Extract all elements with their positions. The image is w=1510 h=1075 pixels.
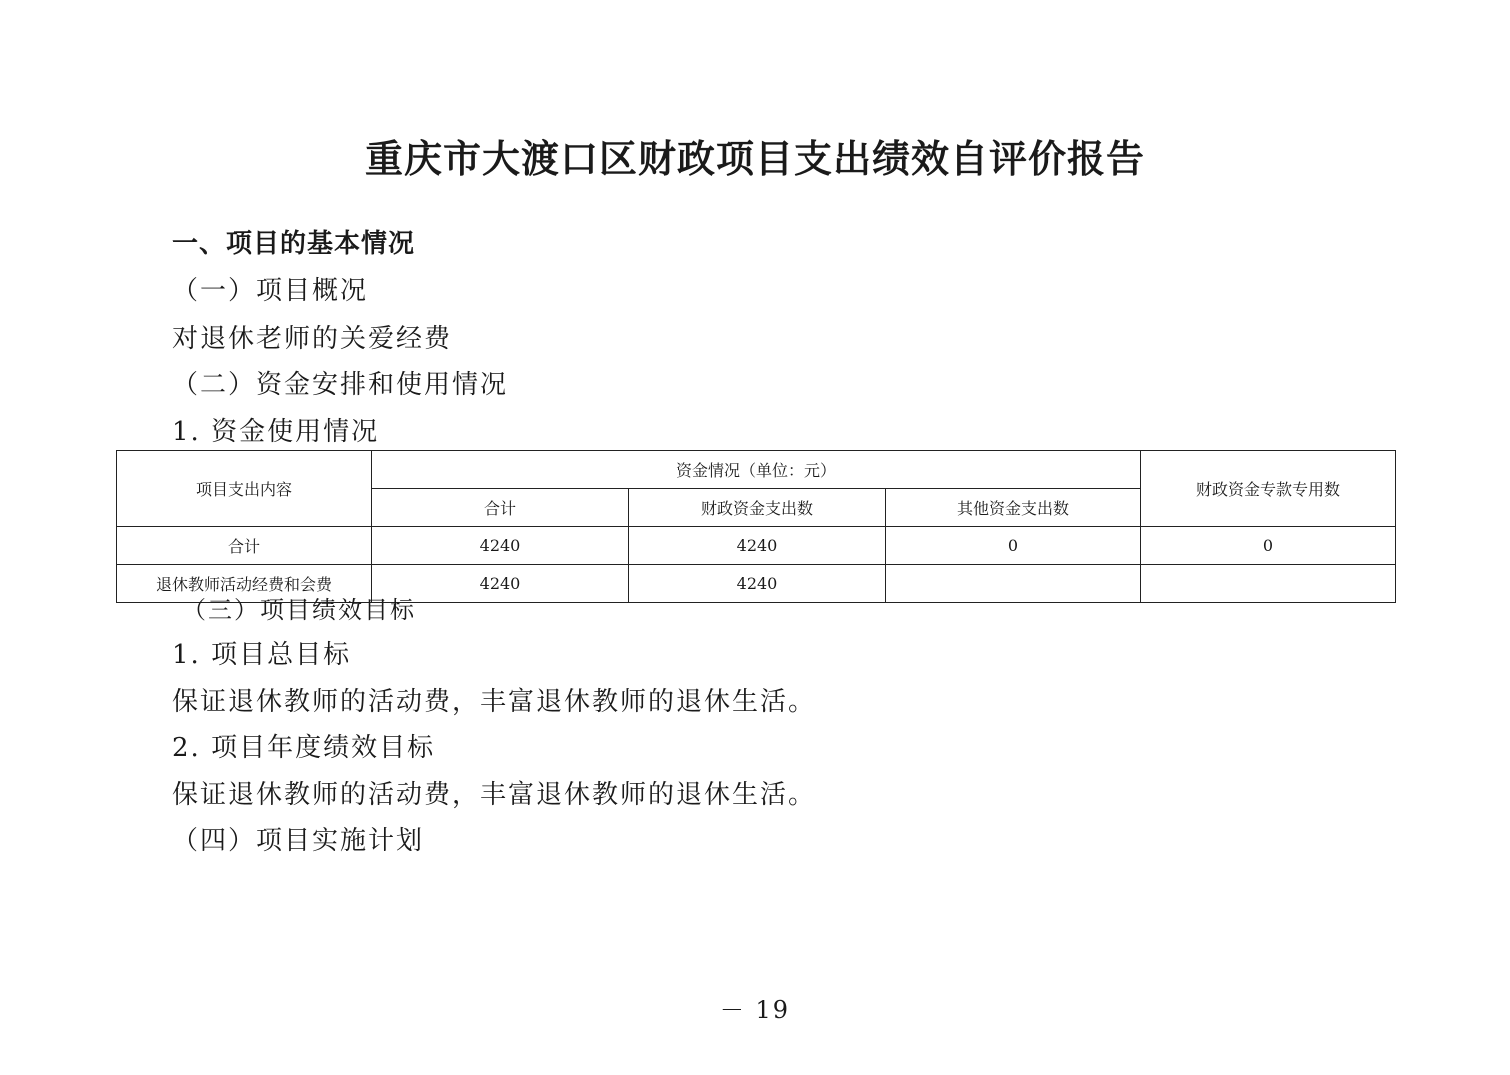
header-total: 合计 bbox=[372, 489, 629, 527]
row-other: 0 bbox=[886, 527, 1141, 565]
page-number: － 19 bbox=[719, 996, 791, 1024]
subsection-heading-plan: （四）项目实施计划 bbox=[172, 826, 425, 856]
section-heading-basic-info: 一、项目的基本情况 bbox=[172, 229, 416, 259]
goal-annual-text: 保证退休教师的活动费，丰富退休教师的退休生活。 bbox=[172, 780, 817, 810]
fund-usage-table bbox=[116, 450, 1396, 603]
subsection-heading-goals: （三）项目绩效目标 bbox=[182, 596, 416, 624]
funding-usage-heading: 1. 资金使用情况 bbox=[172, 417, 380, 447]
row-special: 0 bbox=[1141, 527, 1396, 565]
row-fiscal: 4240 bbox=[629, 565, 886, 603]
header-fiscal: 财政资金支出数 bbox=[629, 489, 886, 527]
goal-annual-heading: 2. 项目年度绩效目标 bbox=[172, 733, 436, 763]
goal-overall-heading: 1. 项目总目标 bbox=[172, 640, 352, 670]
row-name: 合计 bbox=[117, 527, 372, 565]
header-other: 其他资金支出数 bbox=[886, 489, 1141, 527]
row-name: 退休教师活动经费和会费 bbox=[117, 565, 372, 603]
table-row bbox=[117, 527, 1396, 565]
subsection-heading-overview: （一）项目概况 bbox=[172, 276, 369, 306]
header-special: 财政资金专款专用数 bbox=[1141, 451, 1396, 527]
header-fund-group: 资金情况（单位：元） bbox=[372, 451, 1141, 489]
subsection-heading-funding: （二）资金安排和使用情况 bbox=[172, 370, 509, 400]
document-title: 重庆市大渡口区财政项目支出绩效自评价报告 bbox=[364, 136, 1145, 181]
row-other bbox=[886, 565, 1141, 603]
goal-overall-text: 保证退休教师的活动费，丰富退休教师的退休生活。 bbox=[172, 687, 817, 717]
header-content: 项目支出内容 bbox=[117, 451, 372, 527]
row-total: 4240 bbox=[372, 527, 629, 565]
row-special bbox=[1141, 565, 1396, 603]
row-total: 4240 bbox=[372, 565, 629, 603]
row-fiscal: 4240 bbox=[629, 527, 886, 565]
overview-text: 对退休老师的关爱经费 bbox=[172, 324, 453, 354]
